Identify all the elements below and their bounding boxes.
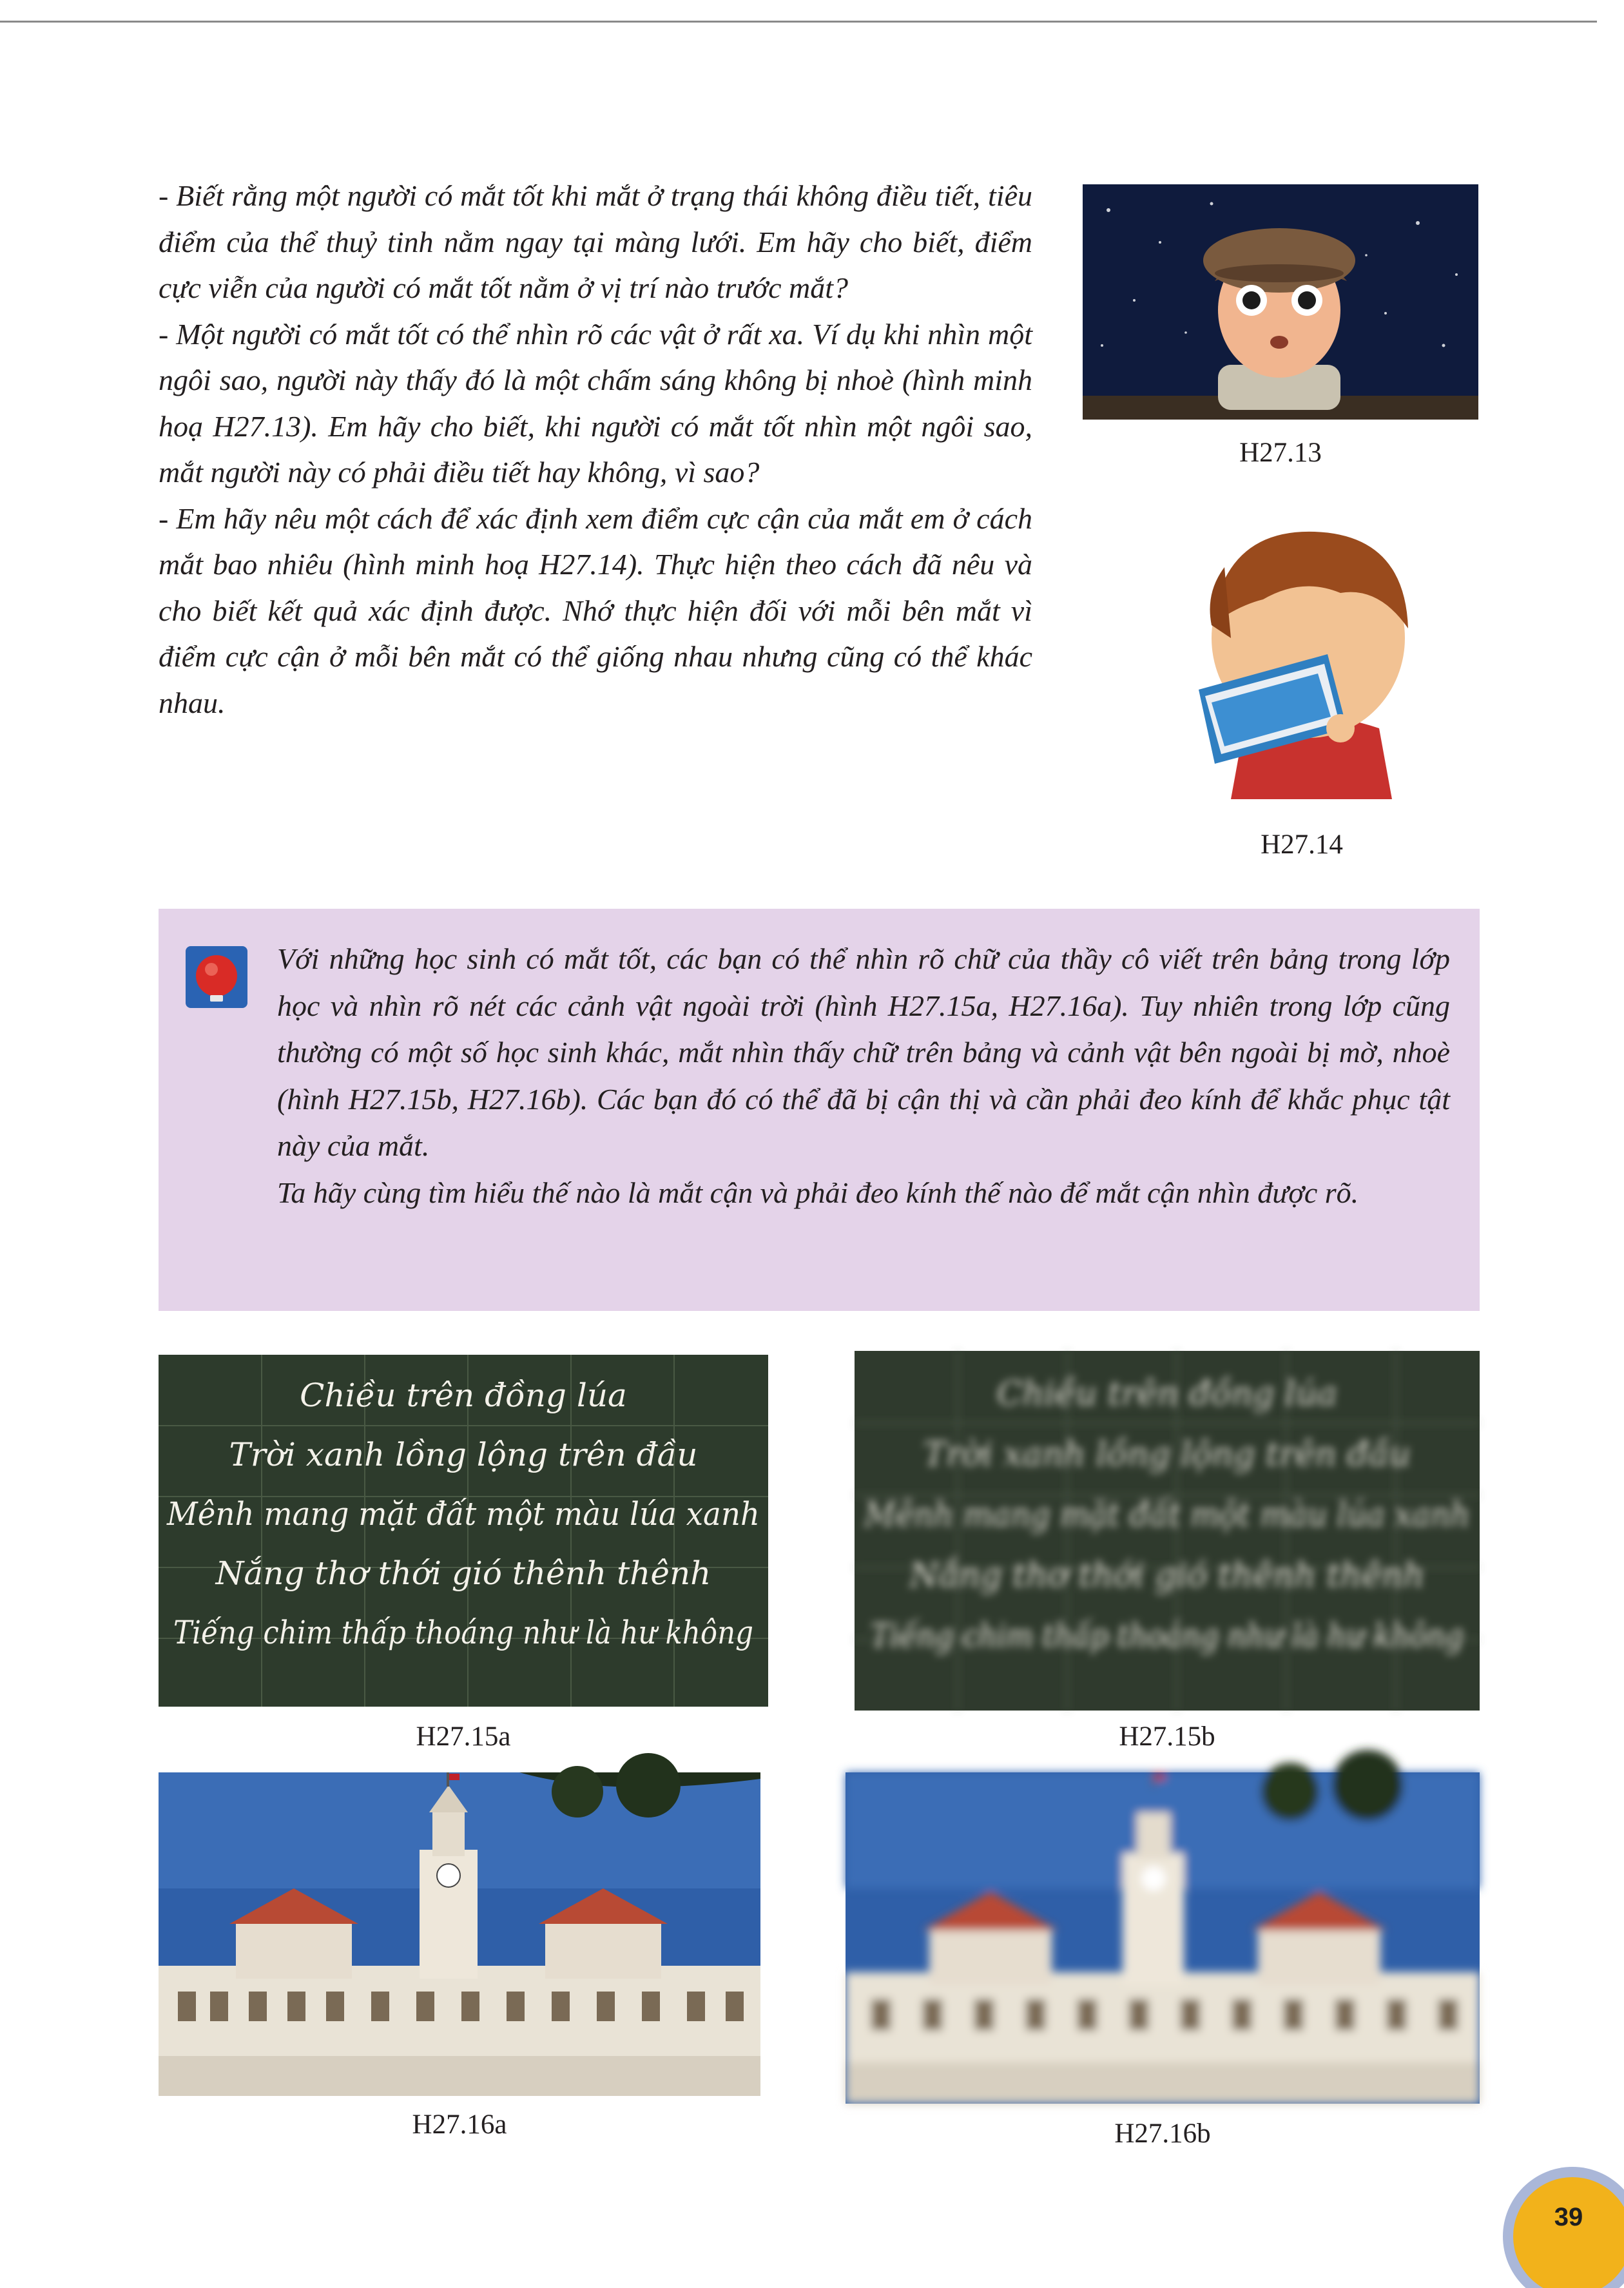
- intro-callout: [159, 909, 1480, 1311]
- figure-h27-14-image: [1186, 516, 1418, 799]
- board-line: Mênh mang mặt đất một màu lúa xanh: [166, 1495, 760, 1533]
- figure-h27-14-caption: H27.14: [1261, 829, 1343, 860]
- board-line: Nắng thơ thới gió thênh thênh: [215, 1555, 711, 1592]
- board-line: Trời xanh lồng lộng trên đầu: [229, 1436, 698, 1473]
- figure-h27-16b-image: [846, 1772, 1480, 2104]
- bulb-icon: [186, 946, 247, 1008]
- figure-h27-16a-caption: H27.16a: [412, 2109, 507, 2140]
- figure-h27-15a-image: [159, 1355, 768, 1707]
- figure-h27-16b-caption: H27.16b: [1114, 2118, 1211, 2149]
- question-far-point: - Biết rằng một người có mắt tốt khi mắt ở trạng thái không điều tiết, tiêu điểm của thể thuỷ tinh nằm ngay tại màng lưới. Em hãy cho biết, điểm cực viễn của người có mắt tốt nằm ở vị trí nào trước mắt?: [159, 179, 1032, 304]
- header-rule: [0, 21, 1597, 23]
- figure-h27-16a-image: [159, 1772, 760, 2096]
- page-number: 39: [1554, 2203, 1583, 2231]
- intro-paragraph-2: Ta hãy cùng tìm hiểu thế nào là mắt cận và phải đeo kính thế nào để mắt cận nhìn được rõ.: [277, 1176, 1359, 1209]
- board-line: Tiếng chim thấp thoáng như là hư không: [173, 1614, 753, 1651]
- figure-h27-13-caption: H27.13: [1239, 438, 1322, 468]
- figure-h27-15b-image: [855, 1351, 1480, 1711]
- board-line-blurred: Chiều trên đồng lúa: [997, 1375, 1337, 1413]
- intro-text: [277, 936, 1450, 1216]
- question-block: [159, 173, 1032, 726]
- question-near-point: - Em hãy nêu một cách để xác định xem điểm cực cận của mắt em ở cách mắt bao nhiêu (hình minh hoạ H27.14). Thực hiện theo cách đã nêu và cho biết kết quả xác định được. Nhớ thực hiện đối với mỗi bên mắt vì điểm cực cận ở mỗi bên mắt có thể giống nhau nhưng cũng có thể khác nhau.: [159, 501, 1032, 719]
- figure-h27-13-image: [1083, 184, 1478, 420]
- board-line-blurred: Trời xanh lồng lộng trên đầu: [923, 1435, 1411, 1474]
- board-line-blurred: Nắng thơ thới gió thênh thênh: [909, 1556, 1425, 1595]
- board-line: Chiều trên đồng lúa: [300, 1377, 627, 1414]
- board-line-blurred: Tiếng chim thấp thoáng như là hư không: [871, 1617, 1464, 1656]
- figure-h27-15a-caption: H27.15a: [416, 1721, 511, 1752]
- figure-h27-15b-caption: H27.15b: [1119, 1721, 1215, 1752]
- board-line-blurred: Mênh mang mặt đất một màu lúa xanh: [864, 1496, 1470, 1535]
- question-star-accommodation: - Một người có mắt tốt có thể nhìn rõ các vật ở rất xa. Ví dụ khi nhìn một ngôi sao, người này thấy đó là một chấm sáng không bị nhoè (hình minh hoạ H27.13). Em hãy cho biết, khi người có mắt tốt nhìn một ngôi sao, mắt người này có phải điều tiết hay không, vì sao?: [159, 317, 1032, 489]
- intro-paragraph-1: Với những học sinh có mắt tốt, các bạn có thể nhìn rõ chữ của thầy cô viết trên bảng trong lớp học và nhìn rõ nét các cảnh vật ngoài trời (hình H27.15a, H27.16a). Tuy nhiên trong lớp cũng thường có một số học sinh khác, mắt nhìn thấy chữ trên bảng và cảnh vật bên ngoài bị mờ, nhoè (hình H27.15b, H27.16b). Các bạn đó có thể đã bị cận thị và cần phải đeo kính để khắc phục tật này của mắt.: [277, 942, 1450, 1162]
